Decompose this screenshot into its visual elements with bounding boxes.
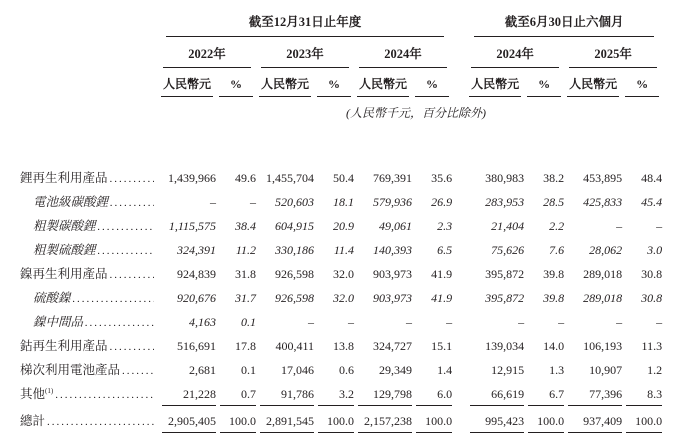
percent-cell: 35.6 [431,171,453,185]
year-header-2022: 2022年 [158,37,256,68]
percent-cell: 7.6 [549,243,565,257]
percent-cell: – [250,195,256,209]
row-label-text: 粗製硫酸鋰 [33,243,96,257]
dot-leader [98,219,154,234]
percent-cell: 100.0 [524,411,564,433]
percent-col-header: % [412,68,452,97]
dot-leader [47,414,154,429]
row-label [20,264,158,288]
percent-cell: 2.2 [549,219,565,233]
percent-cell: 39.8 [543,267,565,281]
row-label-text: 粗製碳酸鋰 [33,219,96,233]
percent-cell: 14.0 [543,339,565,353]
row-label-text: 鎳中間品 [33,315,84,329]
row-label [20,192,158,216]
percent-cell: 100.0 [314,411,354,433]
amount-cell: 28,062 [589,243,623,257]
amount-cell: 1,455,704 [266,171,314,185]
amount-cell: – [308,315,314,329]
group-gap [452,216,466,240]
percent-cell: 0.6 [339,363,354,377]
row-label [20,384,158,411]
percent-cell: 6.7 [524,384,564,411]
row-label-text: 梯次利用電池產品 [20,363,121,377]
amount-cell: 769,391 [373,171,412,185]
amount-cell: 924,839 [177,267,216,281]
percent-cell: 28.5 [543,195,565,209]
row-label-text: 電池級碳酸鋰 [33,195,109,209]
table-row [20,360,662,384]
percent-col-header: % [314,68,354,97]
amount-cell: 12,915 [491,363,525,377]
percent-cell: 3.2 [314,384,354,411]
row-label-text: 鈷再生利用產品 [20,339,108,353]
amount-cell: 579,936 [373,195,412,209]
amount-cell: 903,973 [373,267,412,281]
row-label-text: 鎳再生利用產品 [20,267,108,281]
percent-cell: 100.0 [216,411,256,433]
dot-leader [110,171,154,186]
percent-cell: 30.8 [641,291,663,305]
row-label-text: 其他$^{(1)}$ [20,386,54,401]
period-header-annual [158,12,452,37]
amount-cell: 29,349 [379,363,412,377]
percent-cell: 17.8 [235,339,256,353]
percent-cell: 32.0 [333,291,354,305]
amount-cell: 1,439,966 [168,171,216,185]
dot-leader [110,195,154,210]
period-header-interim [466,12,662,37]
group-gap [452,192,466,216]
percent-cell: 15.1 [431,339,453,353]
amount-cell: 21,228 [158,384,216,411]
amount-cell: – [616,315,623,329]
table-row [20,312,662,336]
amount-cell: 937,409 [564,411,622,433]
row-label-text: 總計 [20,414,46,428]
percent-cell: 100.0 [412,411,452,433]
amount-col-header: 人民幣元 [564,68,622,97]
percent-cell: 49.6 [235,171,256,185]
amount-cell: 400,411 [275,339,314,353]
amount-cell: 520,603 [275,195,314,209]
dot-leader [110,267,154,282]
year-header-2024-interim: 2024年 [466,37,564,68]
percent-cell: 6.5 [437,243,453,257]
amount-cell: 139,034 [485,339,525,353]
column-header-row [20,68,662,97]
group-gap [452,288,466,312]
amount-cell: – [518,315,525,329]
amount-cell: 10,907 [589,363,623,377]
amount-cell: 995,423 [466,411,524,433]
dot-leader [73,291,154,306]
amount-cell: 106,193 [583,339,623,353]
row-label [20,216,158,240]
table-row [20,264,662,288]
row-label [20,360,158,384]
year-header-2023: 2023年 [256,37,354,68]
table-row [20,411,662,433]
year-header-2024: 2024年 [354,37,452,68]
percent-cell: – [656,219,663,233]
amount-cell: 395,872 [485,291,525,305]
percent-cell: 0.1 [241,315,256,329]
row-label [20,288,158,312]
amount-cell: 926,598 [275,291,314,305]
percent-cell: 6.0 [412,384,452,411]
percent-cell: 1.3 [549,363,565,377]
amount-cell: 289,018 [583,267,623,281]
row-label [20,240,158,264]
percent-cell: 11.4 [333,243,354,257]
amount-cell: – [616,219,623,233]
amount-cell: 49,061 [379,219,412,233]
dot-leader [122,363,154,378]
percent-cell: 1.2 [647,363,663,377]
percent-cell: 30.8 [641,267,663,281]
group-gap [452,411,466,433]
percent-cell: 3.0 [647,243,663,257]
group-gap [452,12,466,37]
dot-leader [110,339,154,354]
amount-cell: 66,619 [466,384,524,411]
amount-cell: – [406,315,412,329]
percent-cell: – [656,315,663,329]
table-row [20,336,662,360]
percent-cell: 13.8 [333,339,354,353]
amount-cell: 2,905,405 [158,411,216,433]
unit-note: (人民幣千元，百分比除外) [346,106,487,120]
table-row [20,192,662,216]
year-header-row [20,37,662,68]
row-label [20,168,158,192]
amount-cell: 324,727 [373,339,412,353]
unit-note-row [20,97,662,168]
amount-cell: 4,163 [189,315,216,329]
period-header-interim-label: 截至6月30日止六個月 [474,12,654,37]
percent-cell: 8.3 [622,384,662,411]
percent-cell: – [348,315,354,329]
amount-cell: 140,393 [373,243,412,257]
percent-cell: 20.9 [333,219,354,233]
amount-cell: 425,833 [583,195,623,209]
amount-cell: 926,598 [275,267,314,281]
group-gap [452,336,466,360]
dot-leader [55,387,154,402]
percent-cell: 39.8 [543,291,565,305]
amount-cell: 330,186 [275,243,314,257]
percent-cell: 38.4 [235,219,256,233]
percent-cell: 0.1 [241,363,256,377]
amount-cell: 2,157,238 [354,411,412,433]
amount-cell: 17,046 [281,363,314,377]
year-header-2025-interim: 2025年 [564,37,662,68]
percent-col-header: % [622,68,662,97]
revenue-breakdown-table [20,12,662,433]
percent-cell: 26.9 [431,195,453,209]
group-gap [452,168,466,192]
percent-cell: 2.3 [437,219,453,233]
percent-cell: 50.4 [333,171,354,185]
percent-col-header: % [524,68,564,97]
percent-cell: 45.4 [641,195,663,209]
dot-leader [98,243,154,258]
percent-cell: 41.9 [431,267,453,281]
amount-cell: 1,115,575 [168,219,216,233]
percent-cell: – [558,315,565,329]
amount-cell: 91,786 [256,384,314,411]
row-label [20,411,158,433]
percent-cell: 48.4 [641,171,663,185]
amount-cell: 324,391 [177,243,216,257]
row-label [20,336,158,360]
period-header-annual-label: 截至12月31日止年度 [166,12,444,37]
percent-cell: 1.4 [437,363,453,377]
percent-cell: 31.8 [235,267,256,281]
amount-col-header: 人民幣元 [466,68,524,97]
row-label-text: 鋰再生利用產品 [20,171,108,185]
table-row [20,168,662,192]
amount-cell: 453,895 [583,171,623,185]
period-header-row [20,12,662,37]
percent-cell: – [446,315,453,329]
percent-col-header: % [216,68,256,97]
amount-cell: 903,973 [373,291,412,305]
percent-cell: 32.0 [333,267,354,281]
amount-col-header: 人民幣元 [158,68,216,97]
amount-cell: 516,691 [177,339,216,353]
group-gap [452,312,466,336]
amount-col-header: 人民幣元 [354,68,412,97]
amount-cell: 77,396 [564,384,622,411]
percent-cell: 11.2 [235,243,256,257]
amount-cell: 2,681 [189,363,216,377]
amount-cell: 289,018 [583,291,623,305]
table-row [20,216,662,240]
row-label [20,312,158,336]
table-row [20,288,662,312]
label-column-head [20,12,158,37]
group-gap [452,360,466,384]
percent-cell: 38.2 [543,171,565,185]
dot-leader [85,315,154,330]
row-label-text: 硫酸鎳 [33,291,71,305]
amount-cell: 395,872 [485,267,525,281]
percent-cell: 41.9 [431,291,453,305]
amount-cell: 283,953 [485,195,525,209]
group-gap [452,264,466,288]
amount-col-header: 人民幣元 [256,68,314,97]
group-gap [452,384,466,411]
table-row [20,240,662,264]
group-gap [452,240,466,264]
percent-cell: 31.7 [235,291,256,305]
amount-cell: 604,915 [275,219,314,233]
percent-cell: 11.3 [641,339,663,353]
table-row [20,384,662,411]
amount-cell: 380,983 [485,171,525,185]
amount-cell: 21,404 [491,219,525,233]
amount-cell: 920,676 [177,291,216,305]
percent-cell: 18.1 [333,195,354,209]
percent-cell: 0.7 [216,384,256,411]
percent-cell: 100.0 [622,411,662,433]
footnote-marker: (1) [45,386,54,395]
amount-cell: 75,626 [491,243,525,257]
amount-cell: – [210,195,216,209]
amount-cell: 2,891,545 [256,411,314,433]
amount-cell: 129,798 [354,384,412,411]
